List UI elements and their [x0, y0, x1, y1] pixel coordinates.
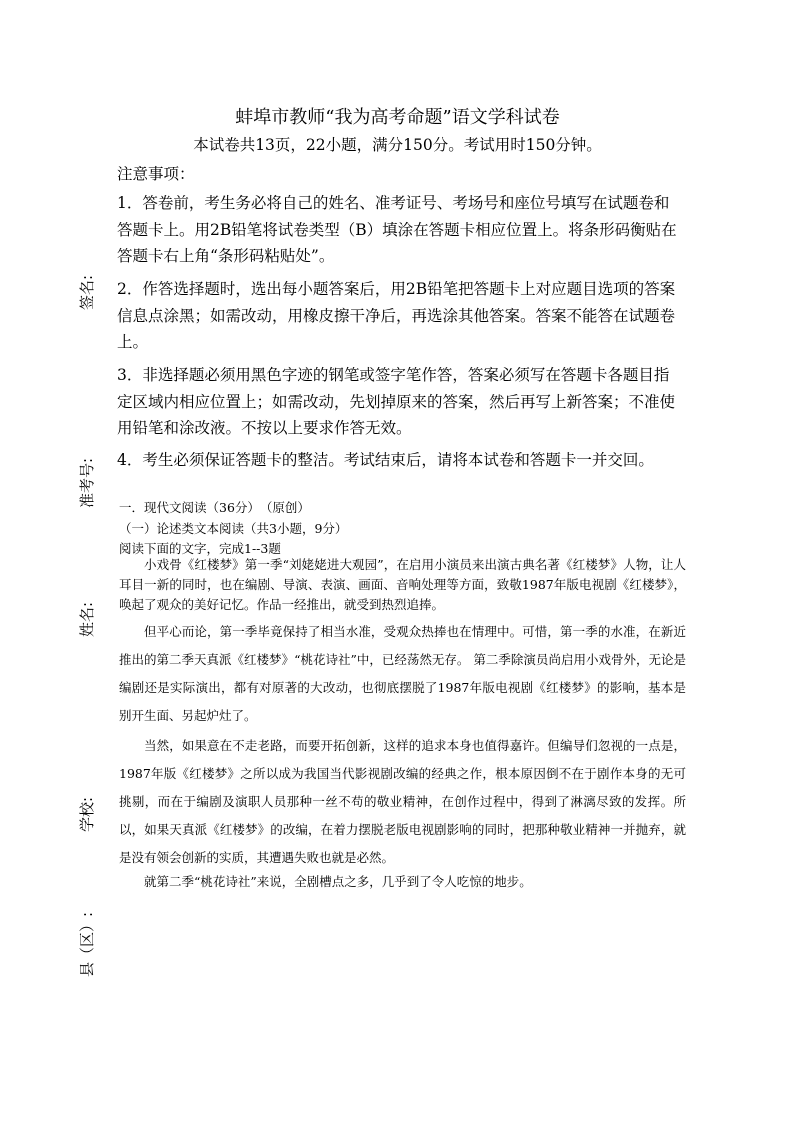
passage-paragraph-text: 但平心而论，第一季毕竟保持了相当水准，受观众热捧也在情理中。可惜，第一季的水准，在新近推出的第二季天真派《红楼梦》“桃花诗社”中，已经荡然无存。 第二季除演员尚启用小戏骨外，无论是编剧还是实际演出，都有对原著的大改动，也彻底摆脱了1987年版电视剧《红楼梦》的影响，基本是别开生面、另起炉灶了。	[119, 624, 686, 723]
passage-paragraph-text: 小戏骨《红楼梦》第一季“刘姥姥进大观园”，在启用小演员来出演古典名著《红楼梦》人物，让人耳目一新的同时，也在编剧、导演、表演、画面、音响处理等方面，致敬1987年版电视剧《红楼梦》，唤起了观众的美好记忆。作品一经推出，就受到热烈追捧。	[119, 557, 686, 612]
notice-item	[117, 362, 677, 442]
section-heading: 一．现代文阅读（36分） （原创）	[119, 500, 310, 515]
side-label-name: 姓名:	[78, 601, 96, 637]
notice-item-text: 3．非选择题必须用黑色字迹的钢笔或签字笔作答，答案必须写在答题卡各题目指定区域内相应位置上；如需改动，先划掉原来的答案，然后再写上新答案；不准使用铅笔和涂改液。不按以上要求作答无效。	[117, 366, 676, 437]
notice-item-text: 4．考生必须保证答题卡的整洁。考试结束后，请将本试卷和答题卡一并交回。	[117, 451, 654, 469]
side-label-school: 学校:	[78, 796, 96, 832]
passage-paragraph	[119, 618, 686, 730]
passage-paragraph-text: 就第二季“桃花诗社”来说，全剧槽点之多，几乎到了令人吃惊的地步。	[144, 874, 532, 889]
passage-paragraph	[119, 732, 686, 872]
notice-heading: 注意事项：	[117, 165, 195, 183]
exam-subtitle: 本试卷共13页，22小题，满分150分。考试用时150分钟。	[193, 136, 602, 154]
notice-item-text: 1．答卷前，考生务必将自己的姓名、准考证号、考场号和座位号填写在试题卷和答题卡上。用2B铅笔将试卷类型（B）填涂在答题卡相应位置上。将条形码衡贴在答题卡右上角“条形码粘贴处”。	[117, 194, 677, 265]
notice-item-text: 2．作答选择题时，选出每小题答案后，用2B铅笔把答题卡上对应题目选项的答案信息点涂黑；如需改动，用橡皮擦干净后，再选涂其他答案。答案不能答在试题卷上。	[117, 280, 676, 351]
side-label-county: 县（区）:	[78, 911, 96, 977]
notice-item	[117, 190, 677, 270]
passage-paragraph	[119, 555, 686, 615]
side-label-exam-number: 准考号:	[78, 457, 96, 508]
side-label-sign: 签名:	[78, 274, 96, 310]
passage-paragraph-text: 当然，如果意在不走老路，而要开拓创新，这样的追求本身也值得嘉许。但编导们忽视的一点是，1987年版《红楼梦》之所以成为我国当代影视剧改编的经典之作，根本原因倒不在于剧作本身的无可挑剔，而在于编剧及演职人员那种一丝不苟的敬业精神，在创作过程中，得到了淋漓尽致的发挥。所以，如果天真派《红楼梦》的改编，在着力摆脱老版电视剧影响的同时，把那种敬业精神一并抛弃，就是没有领会创新的实质，其遭遇失败也就是必然。	[119, 738, 686, 865]
notice-item	[117, 447, 677, 474]
notice-item	[117, 276, 677, 356]
section-subheading: （一）论述类文本阅读（共3小题，9分）	[119, 521, 348, 536]
section-instruction: 阅读下面的文字，完成1--3题	[119, 541, 281, 556]
exam-title: 蚌埠市教师“我为高考命题”语文学科试卷	[235, 107, 560, 128]
passage-paragraph	[119, 872, 686, 892]
